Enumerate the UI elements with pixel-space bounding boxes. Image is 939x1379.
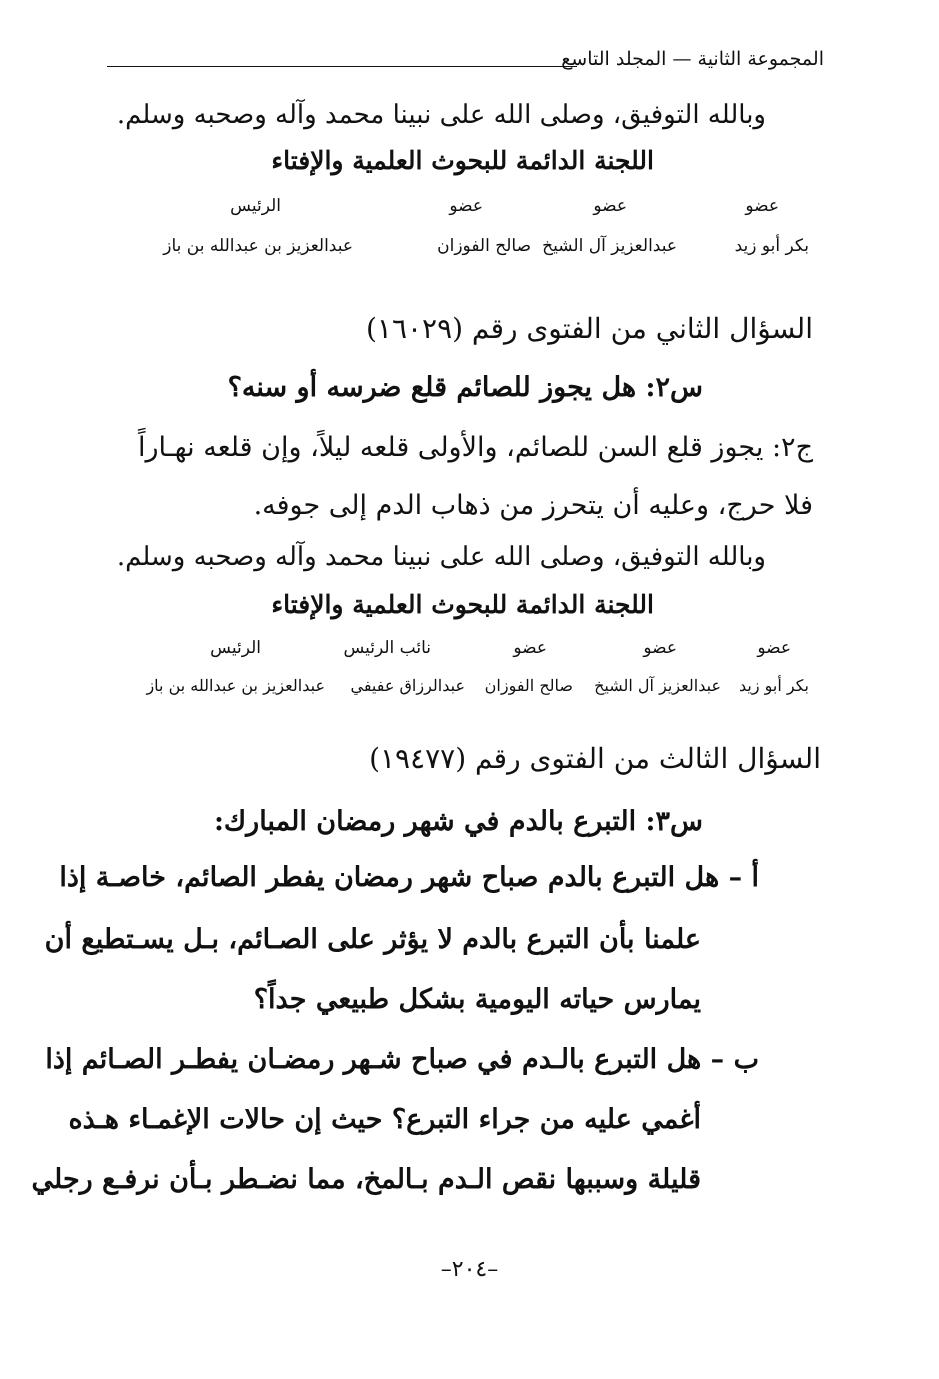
signatory-name: عبدالعزيز آل الشيخ — [542, 236, 677, 256]
item-b-line: قليلة وسببها نقص الـدم بـالمخ، مما نضـطر بـأن نرفـع رجلي — [31, 1164, 701, 1195]
signatory-role: الرئيس — [230, 196, 281, 216]
signatory-role: الرئيس — [210, 638, 261, 658]
question-text: س٢: هل يجوز للصائم قلع ضرسه أو سنه؟ — [227, 372, 703, 403]
page-number: –٢٠٤– — [440, 1257, 499, 1282]
answer-line: فلا حرج، وعليه أن يتحرز من ذهاب الدم إلى جوفه. — [253, 490, 813, 521]
fatwa-question-title: السؤال الثاني من الفتوى رقم (١٦٠٢٩) — [365, 312, 813, 345]
answer-line: ج٢: يجوز قلع السن للصائم، والأولى قلعه ليلاً، وإن قلعه نهـاراً — [138, 432, 813, 463]
item-b-line: ب – هل التبرع بالـدم في صباح شـهر رمضـان يفطـر الصـائم إذا — [45, 1044, 759, 1075]
signatory-name: عبدالعزيز بن عبدالله بن باز — [163, 236, 353, 256]
signatory-name: صالح الفوزان — [484, 676, 573, 695]
committee-title-2: اللجنة الدائمة للبحوث العلمية والإفتاء — [271, 590, 654, 619]
fatwa-question-title: السؤال الثالث من الفتوى رقم (١٩٤٧٧) — [369, 742, 821, 775]
header-rule — [107, 66, 577, 67]
item-a-line: علمنا بأن التبرع بالدم لا يؤثر على الصـائم، بـل يسـتطيع أن — [44, 924, 701, 955]
signatory-name: صالح الفوزان — [437, 236, 531, 256]
running-header: المجموعة الثانية — المجلد التاسع — [561, 48, 824, 70]
signatory-name: بكر أبو زيد — [738, 676, 809, 695]
signatory-role: نائب الرئيس — [343, 638, 431, 658]
signatory-role: عضو — [745, 196, 779, 216]
signatory-name: بكر أبو زيد — [734, 236, 809, 256]
closing-line-1: وبالله التوفيق، وصلى الله على نبينا محمد وآله وصحبه وسلم. — [116, 100, 766, 130]
item-a-line: أ – هل التبرع بالدم صباح شهر رمضان يفطر الصائم، خاصـة إذا — [59, 862, 759, 893]
closing-line-2: وبالله التوفيق، وصلى الله على نبينا محمد وآله وصحبه وسلم. — [116, 542, 766, 572]
item-a-line: يمارس حياته اليومية بشكل طبيعي جداً؟ — [253, 984, 701, 1015]
signatory-role: عضو — [449, 196, 483, 216]
signatory-role: عضو — [757, 638, 791, 658]
committee-title-1: اللجنة الدائمة للبحوث العلمية والإفتاء — [271, 146, 654, 175]
signatory-role: عضو — [593, 196, 627, 216]
signatory-name: عبدالعزيز آل الشيخ — [594, 676, 721, 695]
signatory-role: عضو — [643, 638, 677, 658]
item-b-line: أغمي عليه من جراء التبرع؟ حيث إن حالات الإغمـاء هـذه — [68, 1104, 701, 1135]
signatory-role: عضو — [513, 638, 547, 658]
signatory-name: عبدالرزاق عفيفي — [350, 676, 465, 695]
signatory-name: عبدالعزيز بن عبدالله بن باز — [146, 676, 325, 695]
question-text: س٣: التبرع بالدم في شهر رمضان المبارك: — [213, 806, 703, 837]
